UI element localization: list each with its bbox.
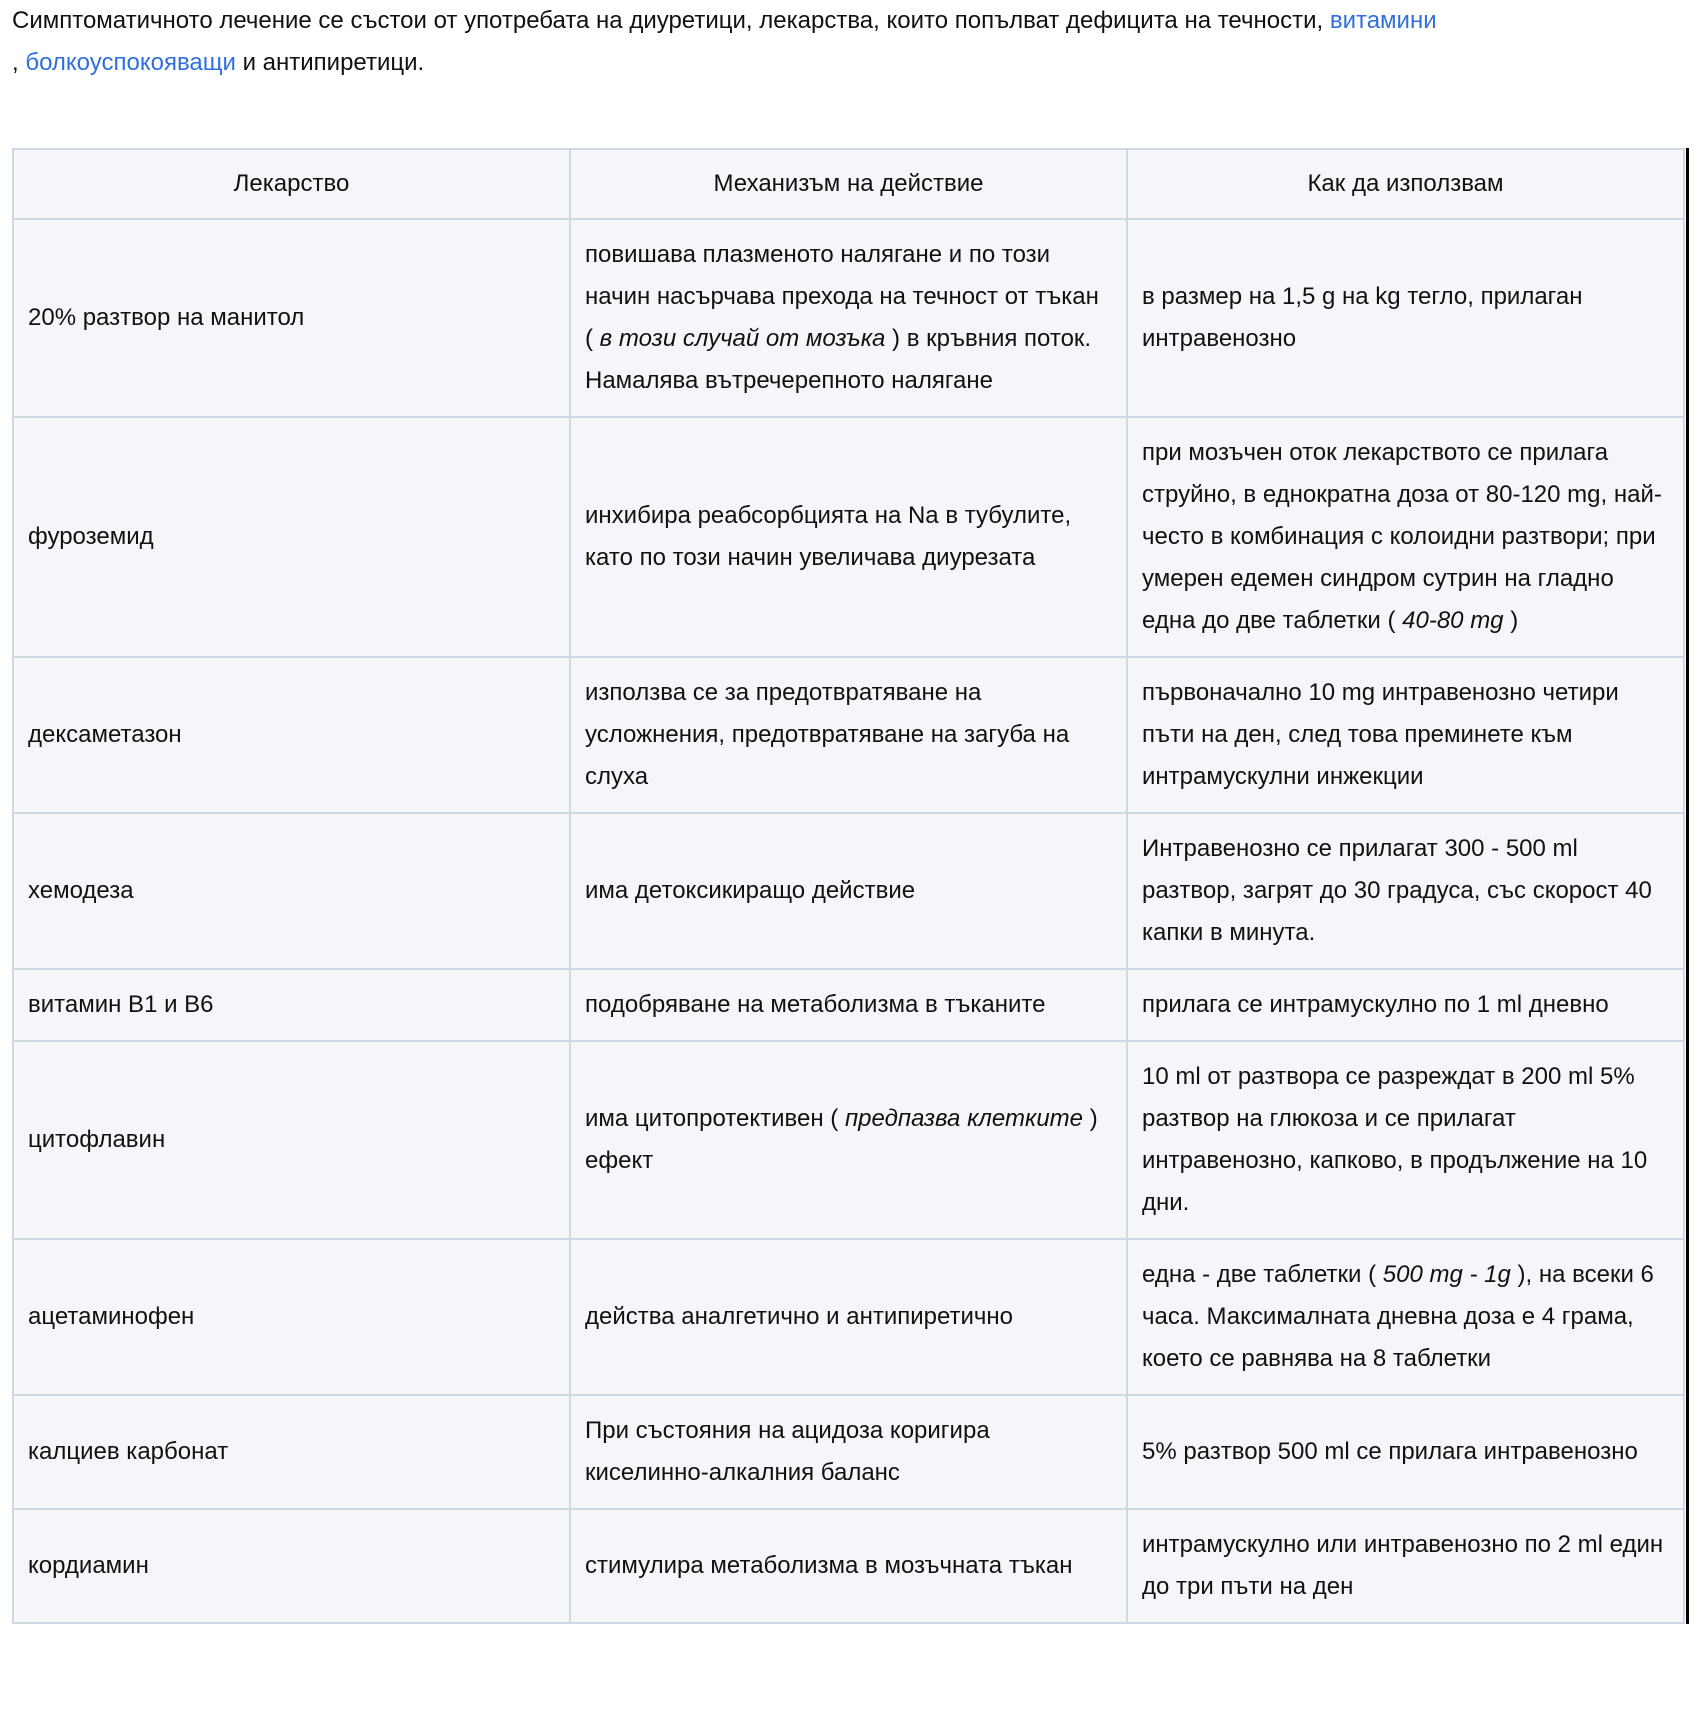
intro-separator: , (12, 49, 26, 76)
table-row (13, 417, 1684, 657)
cell-usage (1127, 813, 1684, 969)
mechanism-text-after: ) ефект (585, 1105, 1098, 1174)
intro-text: Симптоматичното лечение се състои от употребата на диуретици, лекарства, които попълват дефицита на течности, (12, 7, 1330, 34)
cell-drug: дексаметазон (13, 657, 570, 813)
usage-text-after: ) (1503, 607, 1519, 634)
cell-mechanism (570, 969, 1127, 1041)
usage-text-before: една - две таблетки ( (1142, 1261, 1383, 1288)
table-row (13, 1239, 1684, 1395)
usage-text-before: първоначално 10 mg интравенозно четири пъти на ден, след това преминете към интрамускулни инжекции (1142, 679, 1619, 790)
mechanism-text-before: има детоксикиращо действие (585, 877, 916, 904)
cell-drug: хемодеза (13, 813, 570, 969)
mechanism-text-after: ) в кръвния поток. Намалява вътречерепното налягане (585, 325, 1092, 394)
cell-drug: ацетаминофен (13, 1239, 570, 1395)
mechanism-text-before: подобряване на метаболизма в тъканите (585, 991, 1046, 1018)
vitamins-link[interactable]: витамини (1329, 7, 1437, 34)
cell-drug: цитофлавин (13, 1041, 570, 1239)
usage-text-italic: 500 mg - 1g (1382, 1261, 1511, 1288)
mechanism-text-before: стимулира метаболизма в мозъчната тъкан (585, 1552, 1073, 1579)
cell-usage (1127, 417, 1684, 657)
mechanism-text-italic: предпазва клетките (844, 1105, 1084, 1132)
cell-mechanism (570, 1239, 1127, 1395)
cell-usage (1127, 1395, 1684, 1509)
header-mechanism: Механизъм на действие (570, 149, 1127, 219)
mechanism-text-before: има цитопротективен ( (585, 1105, 845, 1132)
mechanism-text-italic: в този случай от мозъка (599, 325, 886, 352)
drug-table (12, 148, 1685, 1624)
table-body (13, 219, 1684, 1623)
usage-text-before: прилага се интрамускулно по 1 ml дневно (1142, 991, 1609, 1018)
cell-usage (1127, 969, 1684, 1041)
cell-usage (1127, 1041, 1684, 1239)
table-row (13, 1041, 1684, 1239)
table-row (13, 1509, 1684, 1623)
cell-drug: витамин В1 и В6 (13, 969, 570, 1041)
mechanism-text-before: повишава плазменото налягане и по този начин насърчава прехода на течност от тъкан ( (585, 241, 1099, 352)
cell-mechanism (570, 1395, 1127, 1509)
usage-text-before: 5% разтвор 500 ml се прилага интравенозно (1142, 1438, 1638, 1465)
cell-mechanism (570, 813, 1127, 969)
mechanism-text-before: действа аналгетично и антипиретично (585, 1303, 1014, 1330)
cell-mechanism (570, 1041, 1127, 1239)
cell-usage (1127, 219, 1684, 417)
usage-text-italic: 40-80 mg (1402, 607, 1504, 634)
mechanism-text-before: използва се за предотвратяване на усложнения, предотвратяване на загуба на слуха (585, 679, 1070, 790)
painkillers-link[interactable]: болкоуспокояващи (25, 49, 236, 76)
table-row (13, 219, 1684, 417)
usage-text-before: при мозъчен оток лекарството се прилага струйно, в еднократна доза от 80-120 mg, най-често в комбинация с колоидни разтвори; при умерен едемен синдром сутрин на гладно една до две таблетки ( (1142, 439, 1662, 634)
cell-usage (1127, 657, 1684, 813)
usage-text-before: 10 ml от разтвора се разреждат в 200 ml 5% разтвор на глюкоза и се прилагат интравенозно, капково, в продължение на 10 дни. (1142, 1063, 1648, 1216)
header-usage: Как да използвам (1127, 149, 1684, 219)
table-row (13, 813, 1684, 969)
cell-mechanism (570, 657, 1127, 813)
cell-drug: фуроземид (13, 417, 570, 657)
cell-drug: 20% разтвор на манитол (13, 219, 570, 417)
table-row (13, 1395, 1684, 1509)
cell-mechanism (570, 1509, 1127, 1623)
intro-paragraph (12, 0, 1692, 84)
usage-text-before: интрамускулно или интравенозно по 2 ml един до три пъти на ден (1142, 1531, 1664, 1600)
cell-drug: кордиамин (13, 1509, 570, 1623)
cell-usage (1127, 1239, 1684, 1395)
table-row (13, 969, 1684, 1041)
table-row (13, 657, 1684, 813)
cell-drug: калциев карбонат (13, 1395, 570, 1509)
usage-text-before: в размер на 1,5 g на kg тегло, прилаган интравенозно (1142, 283, 1583, 352)
mechanism-text-before: При състояния на ацидоза коригира киселинно-алкалния баланс (585, 1417, 990, 1486)
drug-table-container (12, 148, 1689, 1624)
mechanism-text-before: инхибира реабсорбцията на Na в тубулите, като по този начин увеличава диурезата (585, 502, 1072, 571)
cell-usage (1127, 1509, 1684, 1623)
header-drug: Лекарство (13, 149, 570, 219)
cell-mechanism (570, 417, 1127, 657)
usage-text-before: Интравенозно се прилагат 300 - 500 ml разтвор, загрят до 30 градуса, със скорост 40 капки в минута. (1142, 835, 1652, 946)
usage-text-after: ), на всеки 6 часа. Максималната дневна доза е 4 грама, което се равнява на 8 таблетки (1142, 1261, 1654, 1372)
table-header-row (13, 149, 1684, 219)
intro-text-end: и антипиретици. (235, 49, 425, 76)
cell-mechanism (570, 219, 1127, 417)
